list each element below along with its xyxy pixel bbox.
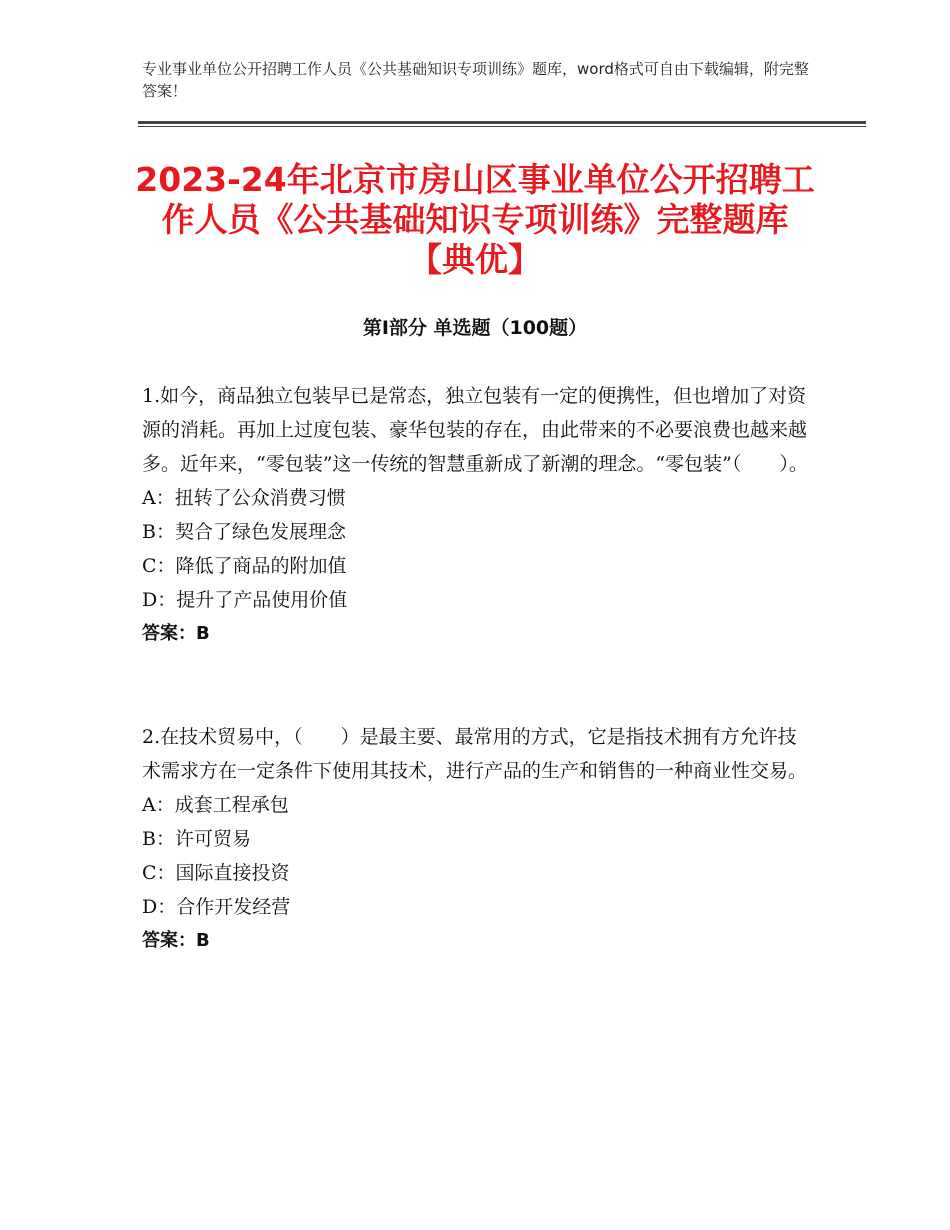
- question-2: [142, 720, 808, 958]
- option-b: B：契合了绿色发展理念: [142, 521, 346, 543]
- option-d: D：提升了产品使用价值: [142, 589, 348, 611]
- section-heading: 第Ⅰ部分 单选题（100题）: [362, 317, 588, 339]
- answer: 答案：B: [142, 623, 210, 644]
- option-a: A：成套工程承包: [142, 794, 289, 816]
- document-title: 2023-24年北京市房山区事业单位公开招聘工作人员《公共基础知识专项训练》完整题库【典优】: [135, 160, 815, 279]
- option-a: A：扭转了公众消费习惯: [142, 487, 346, 509]
- answer: 答案：B: [142, 930, 210, 951]
- question-stem: 2.在技术贸易中，（ ）是最主要、最常用的方式，它是指技术拥有方允许技术需求方在一定条件下使用其技术，进行产品的生产和销售的一种商业性交易。: [142, 726, 808, 782]
- option-c: C：国际直接投资: [142, 862, 290, 884]
- header-divider-thin: [138, 126, 866, 127]
- option-c: C：降低了商品的附加值: [142, 555, 347, 577]
- option-b: B：许可贸易: [142, 828, 251, 850]
- option-d: D：合作开发经营: [142, 896, 291, 918]
- header-divider-thick: [138, 121, 866, 124]
- question-stem: 1.如今，商品独立包装早已是常态，独立包装有一定的便携性，但也增加了对资源的消耗。再加上过度包装、豪华包装的存在，由此带来的不必要浪费也越来越多。近年来，“零包装”这一传统的智慧重新成了新潮的理念。“零包装”（ ）。: [142, 385, 808, 475]
- question-1: [142, 379, 808, 651]
- page-header: 专业事业单位公开招聘工作人员《公共基础知识专项训练》题库，word格式可自由下载编辑，附完整答案！: [142, 60, 809, 100]
